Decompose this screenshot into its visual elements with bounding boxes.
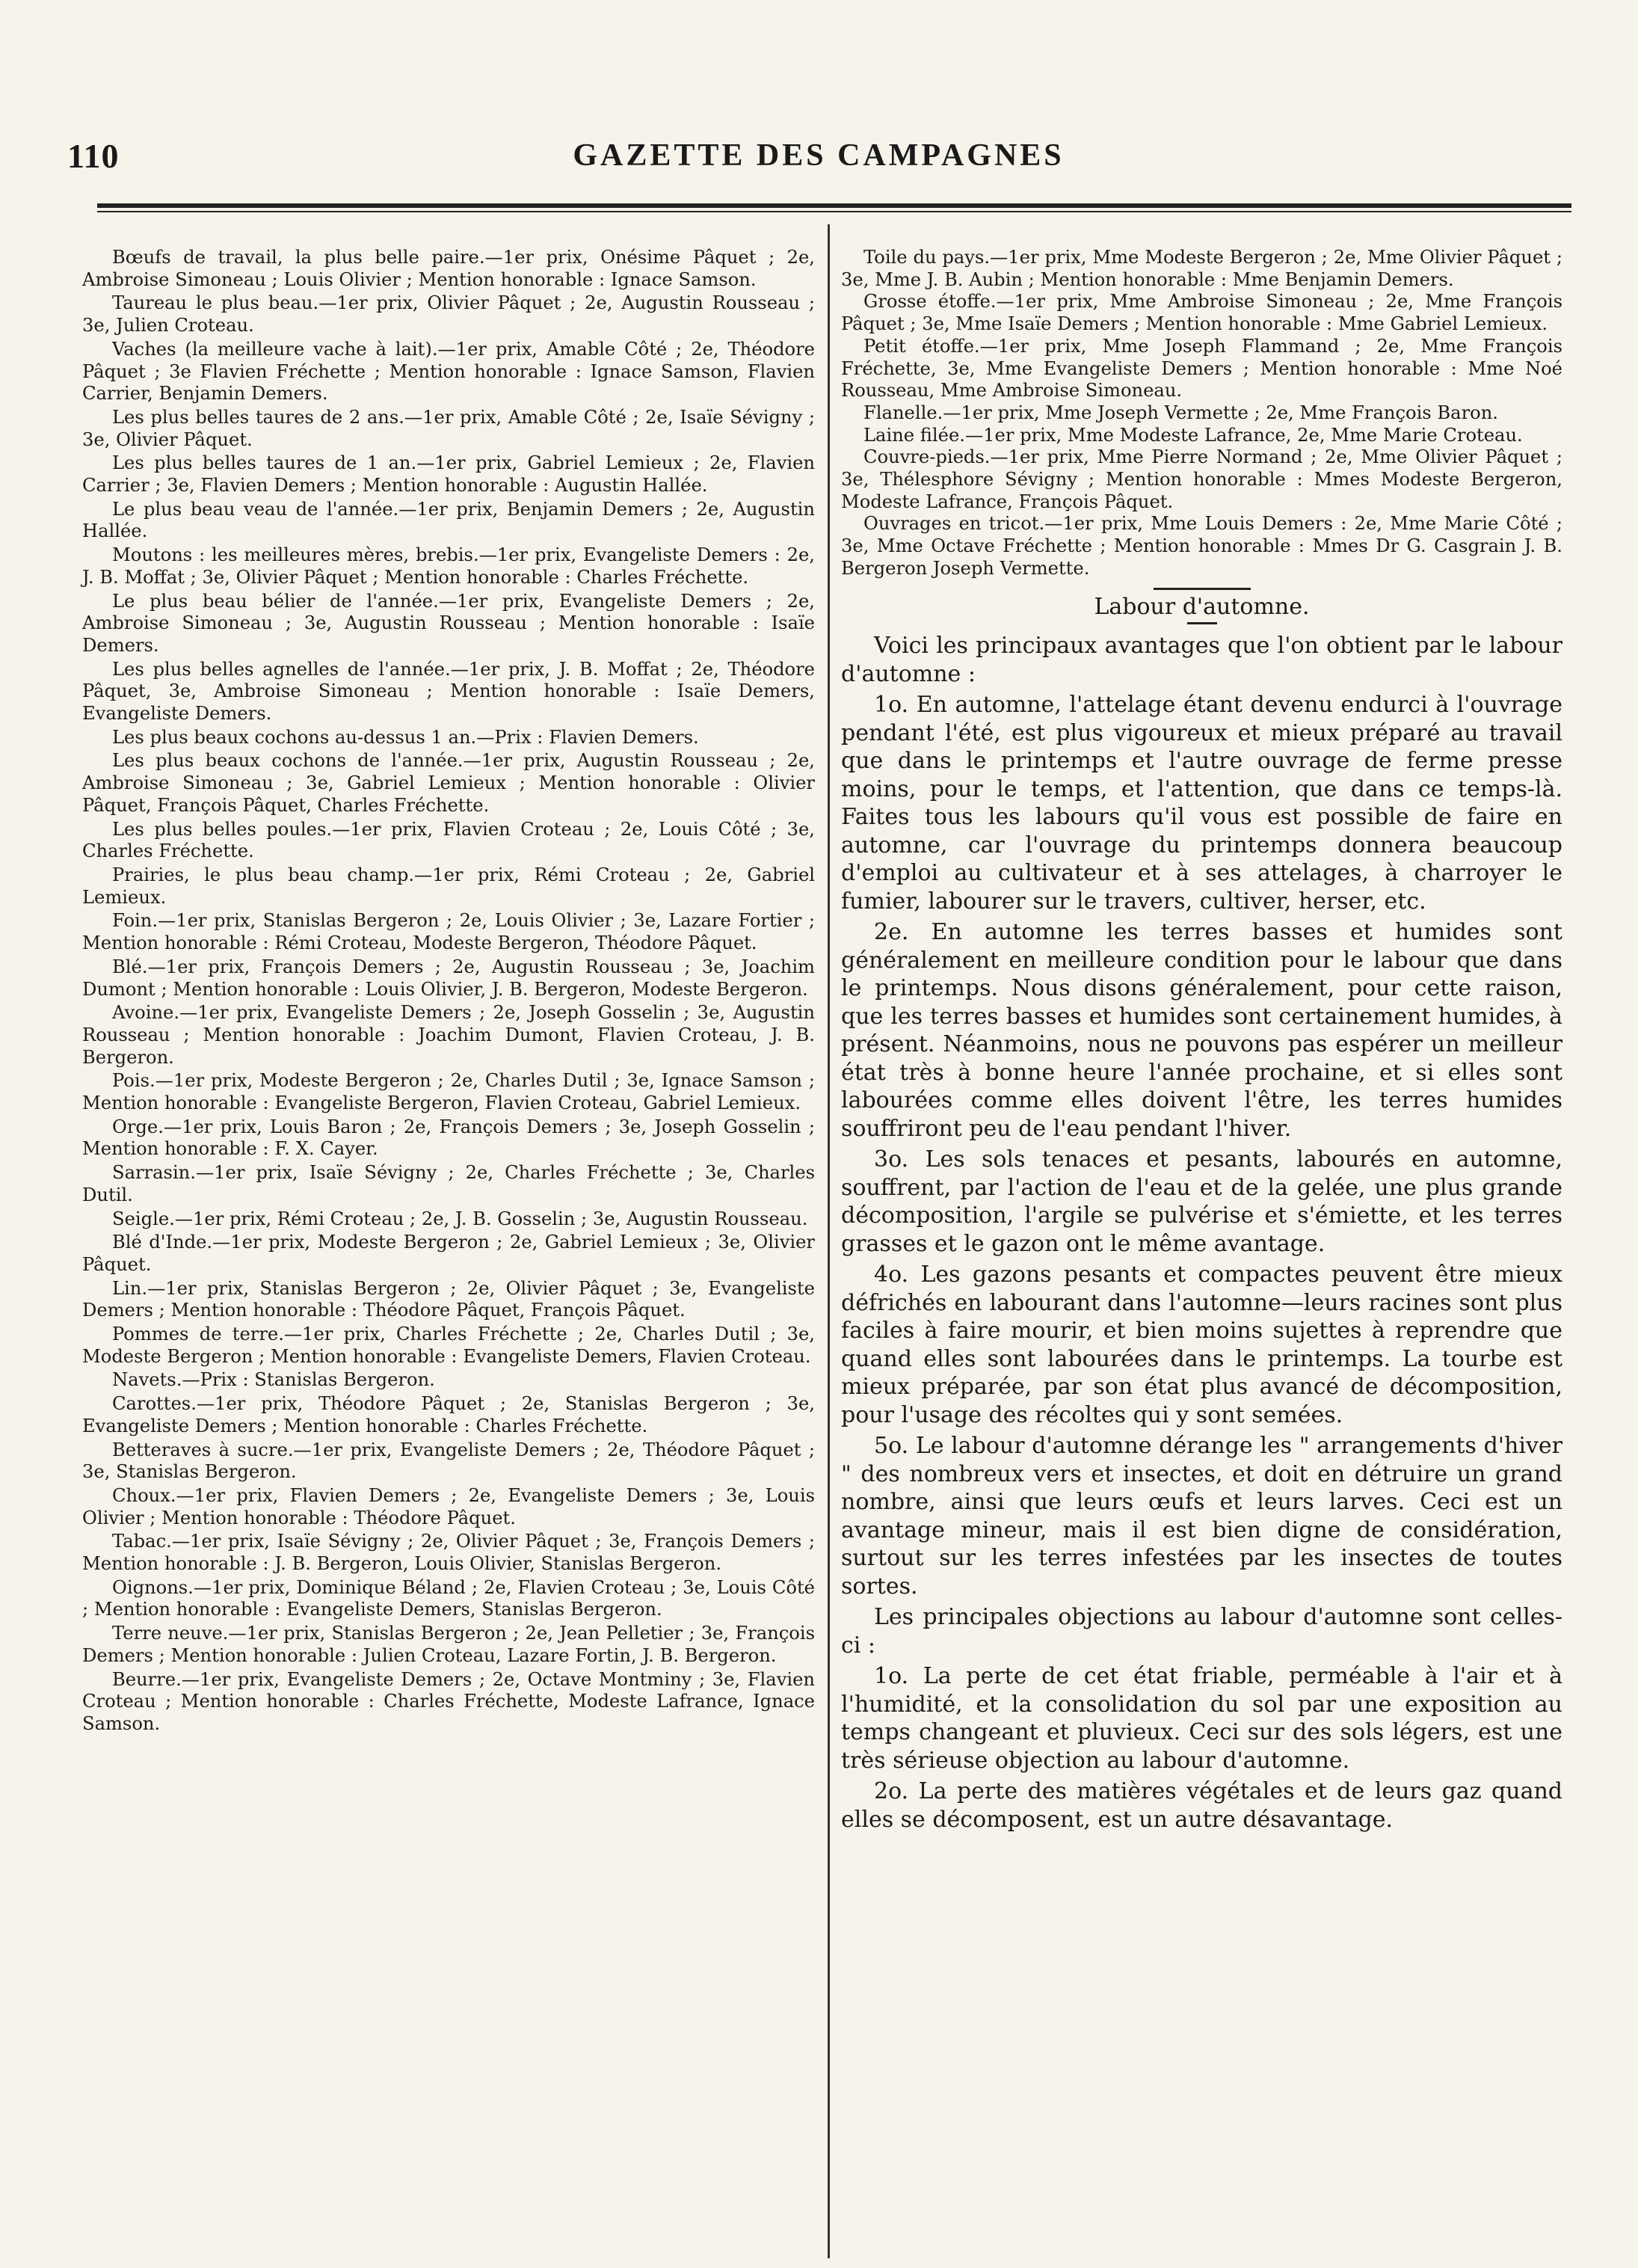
- prize-entry: Les plus beaux cochons au-dessus 1 an.—Prix : Flavien Demers.: [112, 726, 699, 748]
- article-paragraph: 1o. La perte de cet état friable, perméable à l'air et à l'humidité, et la consolidation du sol par une exposition au temps changeant et pluvieux. Ceci sur des sols légers, est une très sérieuse objection au labour d'automne.: [841, 1663, 1562, 1774]
- prize-entry: Vaches (la meilleure vache à lait).—1er prix, Amable Côté ; 2e, Théodore Pâquet ; 3e Flavien Fréchette ; Mention honorable : Ignace Samson, Flavien Carrier, Benjamin Demers.: [82, 338, 815, 405]
- right-prize-list: [841, 247, 1562, 580]
- article-paragraph: Voici les principaux avantages que l'on obtient par le labour d'automne :: [841, 633, 1562, 687]
- prize-entry: Orge.—1er prix, Louis Baron ; 2e, François Demers ; 3e, Joseph Gosselin ; Mention honorable : F. X. Cayer.: [82, 1116, 815, 1160]
- prize-entry: Les plus belles taures de 2 ans.—1er prix, Amable Côté ; 2e, Isaïe Sévigny ; 3e, Olivier Pâquet.: [82, 406, 815, 450]
- title-dash: [1187, 622, 1217, 624]
- article-paragraph: 2e. En automne les terres basses et humides sont généralement en meilleure condition pour le labour que dans le printemps. Nous disons généralement, pour cette raison, que les terres basses et humides sont certainement humides, à présent. Néanmoins, nous ne pouvons pas espérer un meilleur état très à bonne heure l'année prochaine, et si elles sont labourées comme elles doivent l'être, les terres humides souffriront peu de l'eau pendant l'hiver.: [841, 919, 1562, 1142]
- prize-entry: Ouvrages en tricot.—1er prix, Mme Louis Demers : 2e, Mme Marie Côté ; 3e, Mme Octave Fréchette ; Mention honorable : Mmes Dr G. Casgrain J. B. Bergeron Joseph Vermette.: [841, 513, 1562, 579]
- prize-entry: Les plus belles agnelles de l'année.—1er prix, J. B. Moffat ; 2e, Théodore Pâquet, 3e, Ambroise Simoneau ; Mention honorable : Isaïe Demers, Evangeliste Demers.: [82, 658, 815, 725]
- prize-entry: Les plus belles taures de 1 an.—1er prix, Gabriel Lemieux ; 2e, Flavien Carrier ; 3e, Flavien Demers ; Mention honorable : Augustin Hallée.: [82, 452, 815, 497]
- article-paragraph: 3o. Les sols tenaces et pesants, labourés en automne, souffrent, par l'action de l'eau et de la gelée, une plus grande décomposition, l'argile se pulvérise et s'émiette, et les terres grasses et le gazon ont le même avantage.: [841, 1146, 1562, 1257]
- prize-entry: Navets.—Prix : Stanislas Bergeron.: [112, 1369, 435, 1391]
- prize-entry: Moutons : les meilleures mères, brebis.—1er prix, Evangeliste Demers : 2e, J. B. Moffat ; 3e, Olivier Pâquet ; Mention honorable : Charles Fréchette.: [82, 544, 815, 588]
- page-number: 110: [67, 137, 120, 175]
- prize-entry: Bœufs de travail, la plus belle paire.—1er prix, Onésime Pâquet ; 2e, Ambroise Simoneau ; Louis Olivier ; Mention honorable : Ignace Samson.: [82, 247, 815, 290]
- article-paragraph: Les principales objections au labour d'automne sont celles-ci :: [841, 1604, 1562, 1659]
- prize-entry: Sarrasin.—1er prix, Isaïe Sévigny ; 2e, Charles Fréchette ; 3e, Charles Dutil.: [82, 1162, 815, 1205]
- article-body: [841, 632, 1562, 1834]
- article-paragraph: 5o. Le labour d'automne dérange les " arrangements d'hiver " des nombreux vers et insectes, et doit en détruire un grand nombre, ainsi que leurs œufs et leurs larves. Ceci est un avantage mineur, mais il est bien digne de considération, surtout sur les terres infestées par les insectes de toutes sortes.: [841, 1433, 1562, 1599]
- journal-title: GAZETTE DES CAMPAGNES: [573, 138, 1065, 173]
- prize-entry: Laine filée.—1er prix, Mme Modeste Lafrance, 2e, Mme Marie Croteau.: [863, 424, 1523, 446]
- page-header: [67, 136, 1570, 181]
- section-divider: [1154, 588, 1251, 590]
- column-divider: [828, 224, 830, 2258]
- prize-entry: Betteraves à sucre.—1er prix, Evangeliste Demers ; 2e, Théodore Pâquet ; 3e, Stanislas Bergeron.: [82, 1439, 815, 1483]
- prize-entry: Avoine.—1er prix, Evangeliste Demers ; 2e, Joseph Gosselin ; 3e, Augustin Rousseau ; Mention honorable : Joachim Dumont, Flavien Croteau, J. B. Bergeron.: [82, 1002, 815, 1068]
- prize-entry: Oignons.—1er prix, Dominique Béland ; 2e, Flavien Croteau ; 3e, Louis Côté ; Mention honorable : Evangeliste Demers, Stanislas Bergeron.: [82, 1576, 815, 1620]
- prize-entry: Seigle.—1er prix, Rémi Croteau ; 2e, J. B. Gosselin ; 3e, Augustin Rousseau.: [112, 1208, 808, 1229]
- prize-entry: Pommes de terre.—1er prix, Charles Fréchette ; 2e, Charles Dutil ; 3e, Modeste Bergeron ; Mention honorable : Evangeliste Demers, Flavien Croteau.: [82, 1324, 815, 1367]
- prize-entry: Petit étoffe.—1er prix, Mme Joseph Flammand ; 2e, Mme François Fréchette, 3e, Mme Evangeliste Demers ; Mention honorable : Mme Noé Rousseau, Mme Ambroise Simoneau.: [841, 335, 1562, 402]
- left-column-prize-list: [82, 247, 815, 1737]
- prize-entry: Taureau le plus beau.—1er prix, Olivier Pâquet ; 2e, Augustin Rousseau ; 3e, Julien Croteau.: [82, 292, 815, 336]
- prize-entry: Beurre.—1er prix, Evangeliste Demers ; 2e, Octave Montminy ; 3e, Flavien Croteau ; Mention honorable : Charles Fréchette, Modeste Lafrance, Ignace Samson.: [82, 1668, 815, 1734]
- prize-entry: Prairies, le plus beau champ.—1er prix, Rémi Croteau ; 2e, Gabriel Lemieux.: [82, 864, 815, 908]
- prize-entry: Toile du pays.—1er prix, Mme Modeste Bergeron ; 2e, Mme Olivier Pâquet ; 3e, Mme J. B. Aubin ; Mention honorable : Mme Benjamin Demers.: [841, 247, 1562, 290]
- article-paragraph: 4o. Les gazons pesants et compactes peuvent être mieux défrichés en labourant dans l'automne—leurs racines sont plus faciles à faire mourir, et bien moins sujettes à reprendre que quand elles sont labourées dans le printemps. La tourbe est mieux préparée, par son état plus avancé de décomposition, pour l'usage des récoltes qui y sont semées.: [841, 1261, 1562, 1428]
- article-paragraph: 2o. La perte des matières végétales et de leurs gaz quand elles se décomposent, est un autre désavantage.: [841, 1778, 1562, 1833]
- prize-entry: Le plus beau bélier de l'année.—1er prix, Evangeliste Demers ; 2e, Ambroise Simoneau ; 3e, Augustin Rousseau ; Mention honorable : Isaïe Demers.: [82, 590, 815, 656]
- prize-entry: Blé.—1er prix, François Demers ; 2e, Augustin Rousseau ; 3e, Joachim Dumont ; Mention honorable : Louis Olivier, J. B. Bergeron, Modeste Bergeron.: [82, 956, 815, 1000]
- prize-entry: Les plus beaux cochons de l'année.—1er prix, Augustin Rousseau ; 2e, Ambroise Simoneau ; 3e, Gabriel Lemieux ; Mention honorable : Olivier Pâquet, François Pâquet, Charles Fréchette.: [82, 750, 815, 816]
- article-title: Labour d'automne.: [1094, 593, 1310, 620]
- prize-entry: Le plus beau veau de l'année.—1er prix, Benjamin Demers ; 2e, Augustin Hallée.: [82, 498, 815, 542]
- right-column: [841, 247, 1562, 1837]
- prize-entry: Lin.—1er prix, Stanislas Bergeron ; 2e, Olivier Pâquet ; 3e, Evangeliste Demers ; Mention honorable : Théodore Pâquet, François Pâquet.: [82, 1277, 815, 1321]
- prize-entry: Choux.—1er prix, Flavien Demers ; 2e, Evangeliste Demers ; 3e, Louis Olivier ; Mention honorable : Théodore Pâquet.: [82, 1484, 815, 1528]
- prize-entry: Terre neuve.—1er prix, Stanislas Bergeron ; 2e, Jean Pelletier ; 3e, François Demers ; Mention honorable : Julien Croteau, Lazare Fortin, J. B. Bergeron.: [82, 1623, 815, 1666]
- prize-entry: Les plus belles poules.—1er prix, Flavien Croteau ; 2e, Louis Côté ; 3e, Charles Fréchette.: [82, 818, 815, 862]
- prize-entry: Foin.—1er prix, Stanislas Bergeron ; 2e, Louis Olivier ; 3e, Lazare Fortier ; Mention honorable : Rémi Croteau, Modeste Bergeron, Théodore Pâquet.: [82, 910, 815, 954]
- header-rule: [97, 203, 1571, 212]
- prize-entry: Grosse étoffe.—1er prix, Mme Ambroise Simoneau ; 2e, Mme François Pâquet ; 3e, Mme Isaïe Demers ; Mention honorable : Mme Gabriel Lemieux.: [841, 291, 1562, 335]
- article-paragraph: 1o. En automne, l'attelage étant devenu endurci à l'ouvrage pendant l'été, est plus vigoureux et mieux préparé au travail que dans le printemps et l'autre ouvrage de ferme presse moins, pour le temps, et l'attention, que dans ce temps-là. Faites tous les labours qu'il vous est possible de faire en automne, car l'ouvrage du printemps donnera beaucoup d'emploi au cultivateur et à ses attelages, à charroyer le fumier, labourer sur le travers, cultiver, herser, etc.: [841, 692, 1562, 915]
- prize-entry: Couvre-pieds.—1er prix, Mme Pierre Normand ; 2e, Mme Olivier Pâquet ; 3e, Thélesphore Sévigny ; Mention honorable : Mmes Modeste Bergeron, Modeste Lafrance, François Pâquet.: [841, 446, 1562, 512]
- prize-entry: Carottes.—1er prix, Théodore Pâquet ; 2e, Stanislas Bergeron ; 3e, Evangeliste Demers ; Mention honorable : Charles Fréchette.: [82, 1393, 815, 1436]
- prize-entry: Flanelle.—1er prix, Mme Joseph Vermette ; 2e, Mme François Baron.: [863, 402, 1498, 423]
- prize-entry: Tabac.—1er prix, Isaïe Sévigny ; 2e, Olivier Pâquet ; 3e, François Demers ; Mention honorable : J. B. Bergeron, Louis Olivier, Stanislas Bergeron.: [82, 1531, 815, 1575]
- prize-entry: Pois.—1er prix, Modeste Bergeron ; 2e, Charles Dutil ; 3e, Ignace Samson ; Mention honorable : Evangeliste Bergeron, Flavien Croteau, Gabriel Lemieux.: [82, 1070, 815, 1114]
- prize-entry: Blé d'Inde.—1er prix, Modeste Bergeron ; 2e, Gabriel Lemieux ; 3e, Olivier Pâquet.: [82, 1232, 815, 1275]
